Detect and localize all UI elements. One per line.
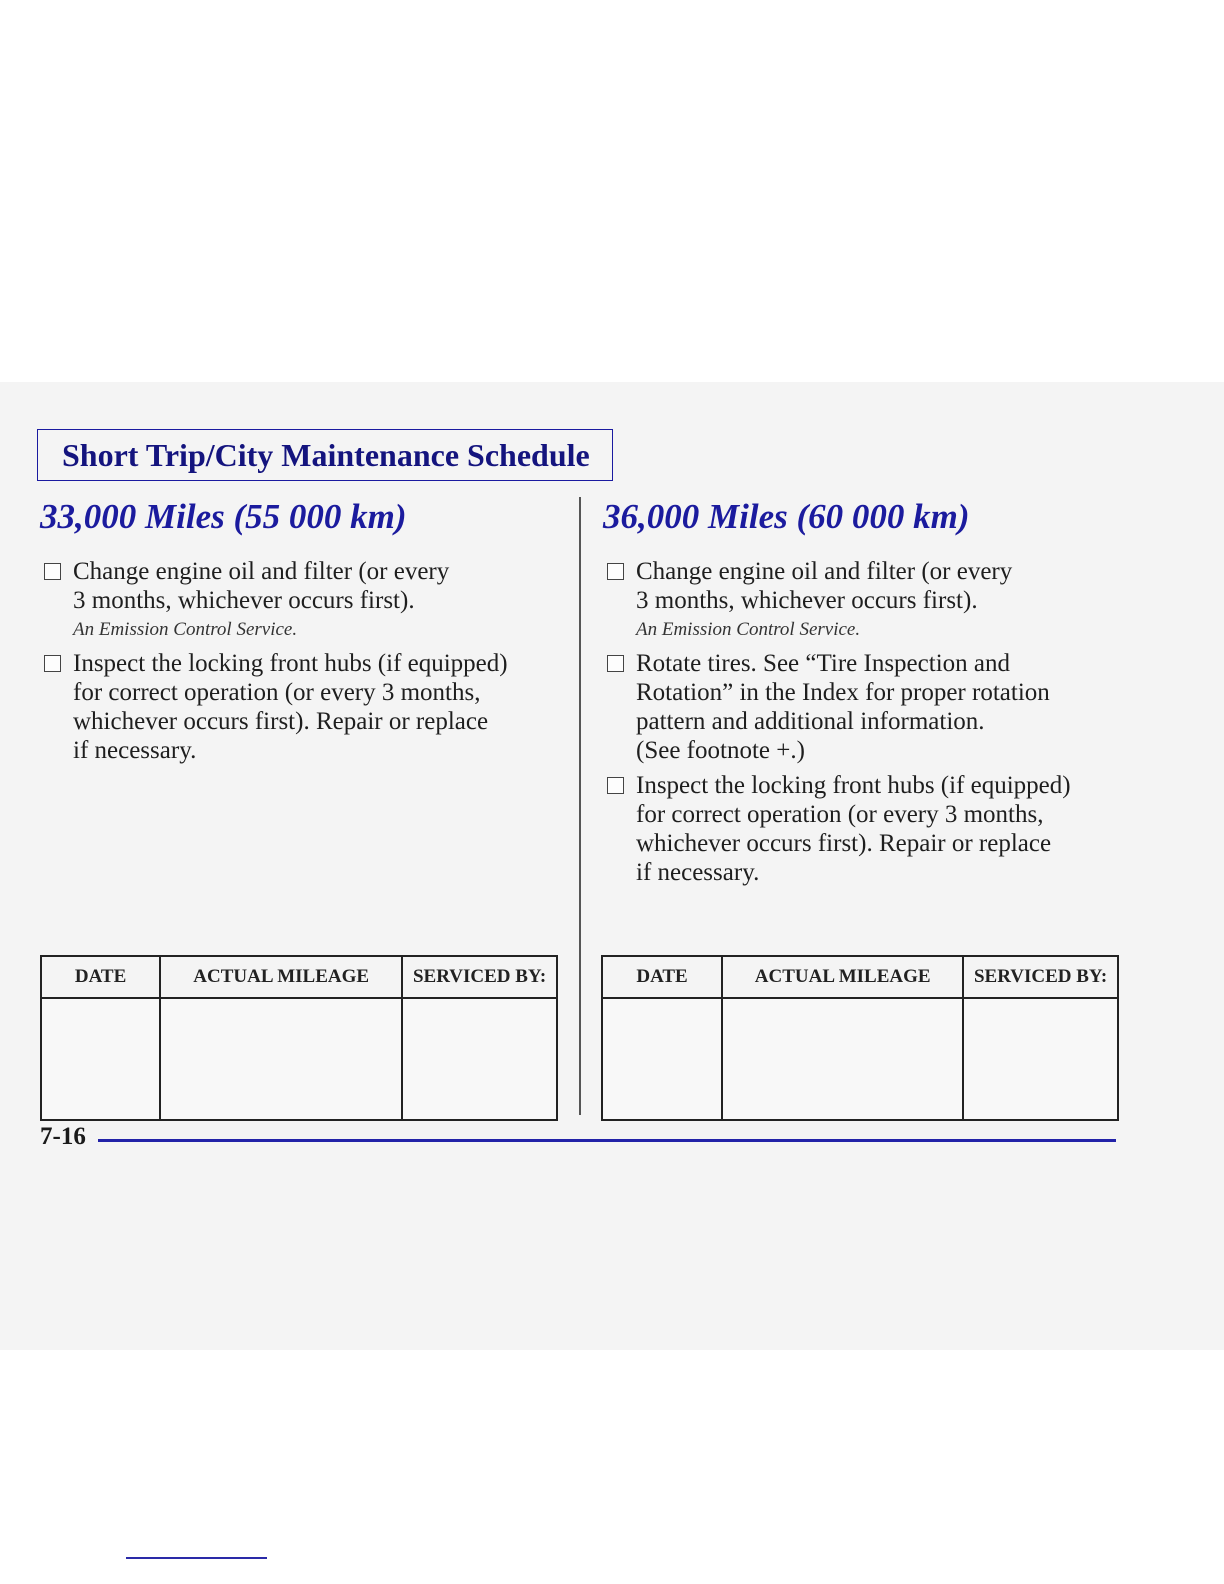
checkbox[interactable] — [607, 777, 624, 794]
service-log-table — [40, 955, 558, 1121]
checkbox[interactable] — [44, 563, 61, 580]
column-33000-miles — [40, 497, 565, 771]
checklist-item — [603, 557, 1128, 643]
checkbox[interactable] — [44, 655, 61, 672]
checkbox[interactable] — [607, 655, 624, 672]
checklist-item — [603, 649, 1128, 765]
serviced-by-cell[interactable] — [402, 998, 557, 1120]
item-note: An Emission Control Service. — [636, 619, 861, 640]
date-header: DATE — [602, 956, 722, 998]
actual-mileage-header: ACTUAL MILEAGE — [722, 956, 963, 998]
item-text: Rotate tires. See “Tire Inspection and Rotation” in the Index for proper rotation pattern and additional information. (See footnote +.) — [636, 650, 1050, 764]
item-note: An Emission Control Service. — [73, 619, 298, 640]
column-divider — [579, 497, 581, 1115]
checklist-item — [40, 649, 565, 765]
bottom-underline — [126, 1557, 267, 1559]
item-text: Change engine oil and filter (or every 3 months, whichever occurs first). — [73, 558, 450, 614]
checklist-item — [603, 771, 1128, 887]
serviced-by-cell[interactable] — [963, 998, 1118, 1120]
item-text: Change engine oil and filter (or every 3 months, whichever occurs first). — [636, 558, 1013, 614]
item-text: Inspect the locking front hubs (if equipped) for correct operation (or every 3 months, whichever occurs first). Repair or replace if necessary. — [73, 650, 508, 764]
checkbox[interactable] — [607, 563, 624, 580]
serviced-by-header: SERVICED BY: — [963, 956, 1118, 998]
date-cell[interactable] — [602, 998, 722, 1120]
checklist-item — [40, 557, 565, 643]
actual-mileage-cell[interactable] — [722, 998, 963, 1120]
serviced-by-header: SERVICED BY: — [402, 956, 557, 998]
mileage-heading: 33,000 Miles (55 000 km) — [40, 497, 407, 536]
date-header: DATE — [41, 956, 160, 998]
footer-rule — [98, 1139, 1116, 1142]
actual-mileage-cell[interactable] — [160, 998, 402, 1120]
service-log-table — [601, 955, 1119, 1121]
mileage-heading: 36,000 Miles (60 000 km) — [603, 497, 970, 536]
actual-mileage-header: ACTUAL MILEAGE — [160, 956, 402, 998]
date-cell[interactable] — [41, 998, 160, 1120]
item-text: Inspect the locking front hubs (if equipped) for correct operation (or every 3 months, whichever occurs first). Repair or replace if necessary. — [636, 772, 1071, 886]
section-title: Short Trip/City Maintenance Schedule — [37, 429, 613, 481]
column-36000-miles — [603, 497, 1128, 893]
page-number: 7-16 — [40, 1123, 86, 1150]
